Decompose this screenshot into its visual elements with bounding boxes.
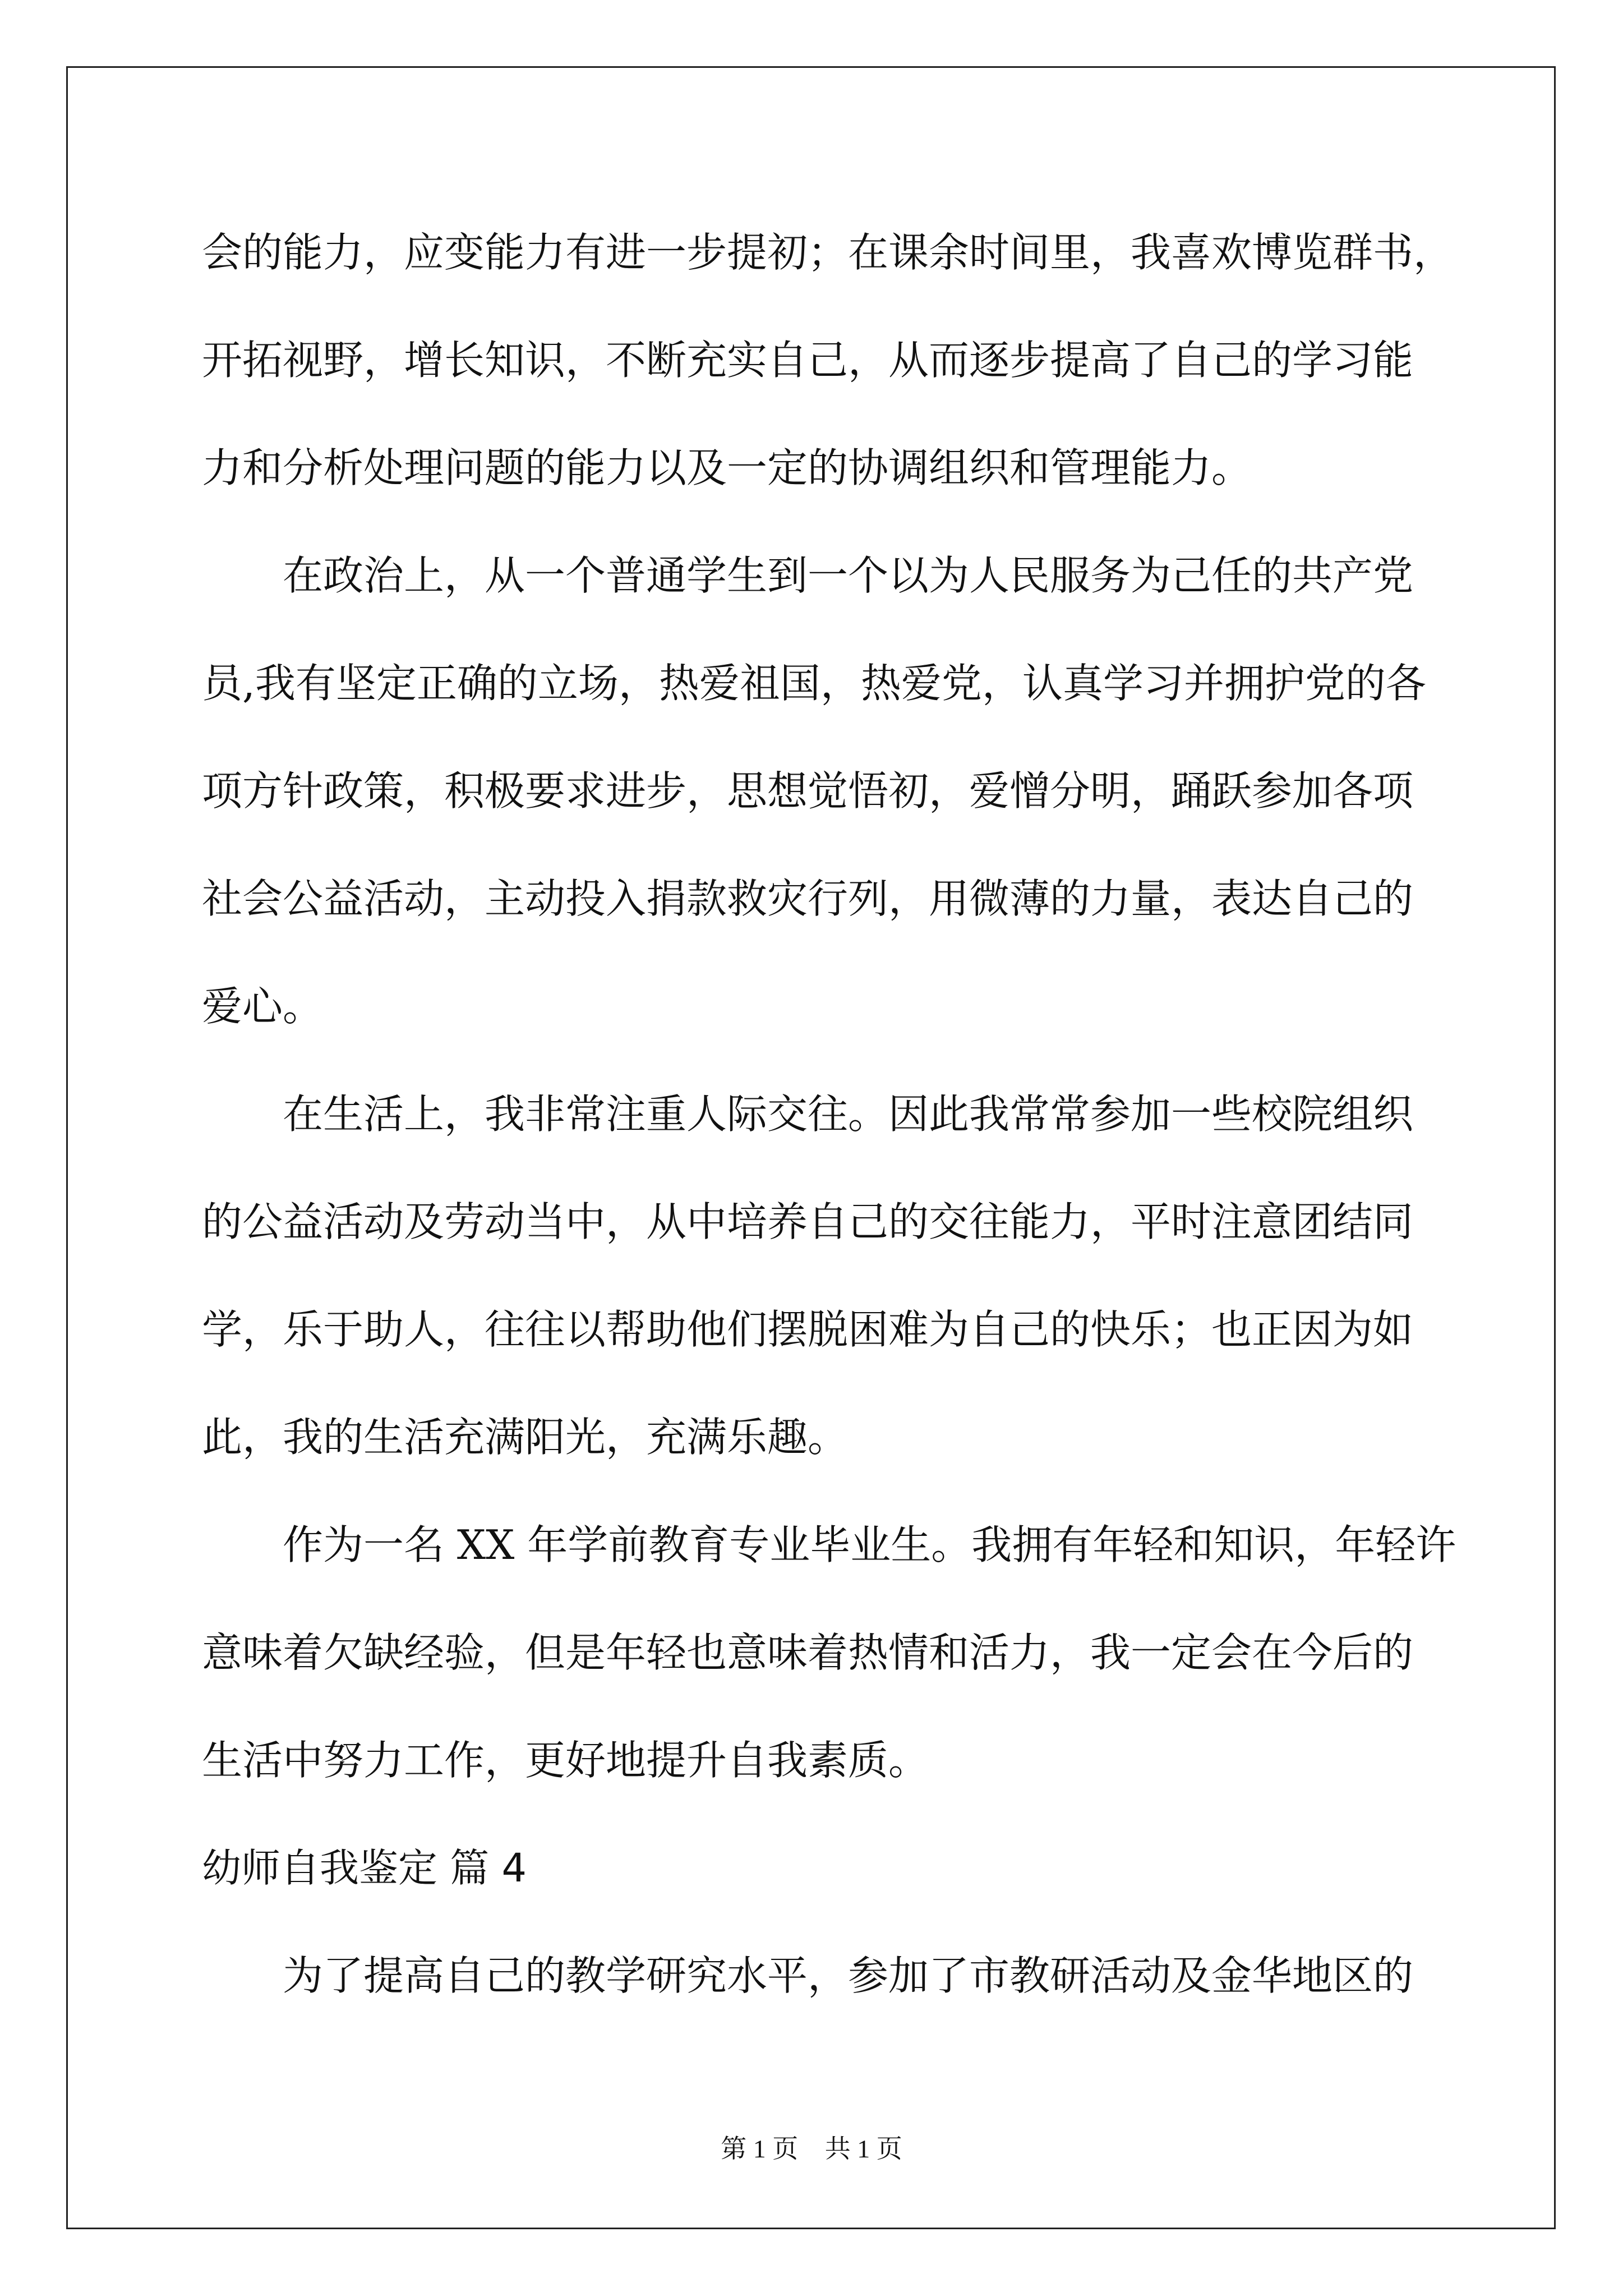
page-border [66, 66, 1556, 2229]
text-line: 力和分析处理问题的能力以及一定的协调组织和管理能力。 [202, 444, 1252, 491]
paragraph-first-line: 作为一名 XX 年学前教育专业毕业生。我拥有年轻和知识，年轻许 [283, 1521, 1456, 1568]
text-line: 的公益活动及劳动当中，从中培养自己的交往能力，平时注意团结同 [202, 1198, 1414, 1245]
section-heading: 幼师自我鉴定 篇 4 [202, 1845, 527, 1891]
page-footer [0, 2128, 1623, 2165]
text-line: 项方针政策，积极要求进步，思想觉悟初，爱憎分明，踊跃参加各项 [202, 767, 1414, 815]
page-total: 共 1 页 [824, 2134, 902, 2163]
page-number: 第 1 页 [721, 2134, 799, 2163]
text-line: 生活中努力工作，更好地提升自我素质。 [202, 1737, 929, 1784]
text-line: 此，我的生活充满阳光，充满乐趣。 [202, 1414, 849, 1461]
text-line: 学，乐于助人，往往以帮助他们摆脱困难为自己的快乐；也正因为如 [202, 1306, 1414, 1353]
paragraph-first-line: 为了提高自己的教学研究水平，参加了市教研活动及金华地区的 [283, 1952, 1414, 1999]
text-line: 社会公益活动，主动投入捐款救灾行列，用微薄的力量，表达自己的 [202, 875, 1414, 922]
text-line: 意味着欠缺经验，但是年轻也意味着热情和活力，我一定会在今后的 [202, 1629, 1414, 1676]
text-line: 开拓视野，增长知识，不断充实自己，从而逐步提高了自己的学习能 [202, 337, 1414, 384]
paragraph-first-line: 在生活上，我非常注重人际交往。因此我常常参加一些校院组织 [283, 1091, 1414, 1138]
text-line: 爱心。 [202, 983, 324, 1030]
text-line: 会的能力，应变能力有进一步提初；在课余时间里，我喜欢博览群书， [202, 229, 1454, 276]
text-line: 员,我有坚定正确的立场，热爱祖国，热爱党，认真学习并拥护党的各 [202, 660, 1426, 707]
paragraph-first-line: 在政治上，从一个普通学生到一个以为人民服务为己任的共产党 [283, 552, 1414, 599]
